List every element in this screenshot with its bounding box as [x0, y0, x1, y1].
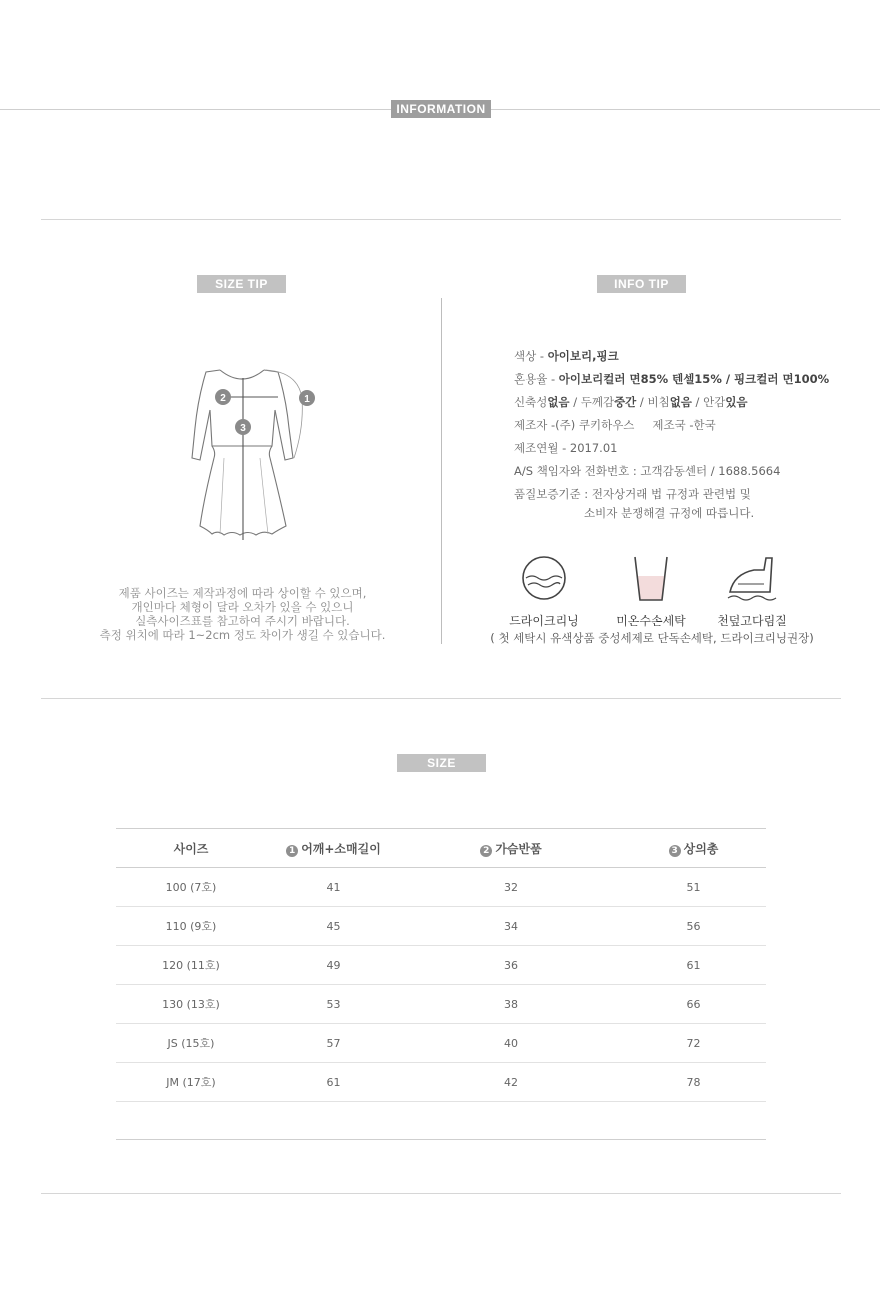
quality-row: 품질보증기준 : 전자상거래 법 규정과 관련법 및	[514, 487, 751, 501]
size-table-header	[116, 829, 766, 868]
col-size: 사이즈	[116, 829, 266, 868]
info-tip-badge: INFO TIP	[597, 275, 686, 293]
table-row: 100 (7호) 41 32 51	[116, 868, 766, 907]
as-row: A/S 책임자와 전화번호 : 고객감동센터 / 1688.5664	[514, 464, 781, 478]
date-row: 제조연월 - 2017.01	[514, 441, 618, 455]
care-iron	[709, 554, 795, 629]
table-row: 120 (11호) 49 36 61	[116, 946, 766, 985]
sleeve-measure-line	[266, 370, 302, 458]
size-tip-badge: SIZE TIP	[197, 275, 286, 293]
care-dry-clean	[502, 554, 586, 629]
col-shoulder-sleeve: 1 어깨+소매길이	[266, 829, 401, 868]
information-badge: INFORMATION	[391, 100, 491, 118]
table-row: JS (15호) 57 40 72	[116, 1024, 766, 1063]
care-label: 미온수손세탁	[616, 614, 686, 628]
svg-text:3: 3	[240, 423, 246, 434]
care-label: 드라이크리닝	[509, 614, 579, 628]
table-row: 110 (9호) 45 34 56	[116, 907, 766, 946]
size-note-line: 실측사이즈표를 참고하여 주시기 바랍니다.	[135, 614, 350, 628]
care-note: ( 첫 세탁시 유색상품 중성세제로 단독손세탁, 드라이크리닝권장)	[490, 631, 814, 645]
dress-diagram	[180, 358, 320, 554]
svg-text:1: 1	[304, 394, 310, 405]
size-note-line: 개인마다 체형이 달라 오차가 있을 수 있으니	[131, 600, 354, 614]
mix-value: 아이보리컬러 면85% 텐셀15% / 핑크컬러 면100%	[558, 372, 830, 386]
section-divider-mid	[41, 698, 841, 699]
iron-icon	[724, 554, 780, 604]
section-divider-top	[41, 219, 841, 220]
size-note-line: 측정 위치에 따라 1~2cm 정도 차이가 생길 수 있습니다.	[99, 628, 386, 642]
marker-2	[215, 389, 231, 405]
mix-row: 혼용율 - 아이보리컬러 면85% 텐셀15% / 핑크컬러 면100%	[514, 372, 830, 386]
properties-row: 신축성없음 / 두께감중간 / 비침없음 / 안감있음	[514, 395, 748, 409]
column-divider	[441, 298, 442, 644]
table-row: 130 (13호) 53 38 66	[116, 985, 766, 1024]
color-row: 색상 - 아이보리,핑크	[514, 349, 619, 363]
care-label: 천덮고다림질	[717, 614, 787, 628]
dry-clean-icon	[519, 554, 569, 604]
dress-collar	[220, 370, 264, 379]
size-table	[116, 828, 766, 1140]
marker-1	[299, 390, 315, 406]
color-value: 아이보리,핑크	[547, 349, 619, 363]
info-tip-list	[514, 346, 829, 526]
dress-waist	[212, 446, 272, 458]
quality-row-2: 소비자 분쟁해결 규정에 따릅니다.	[584, 506, 755, 520]
table-row: JM (17호) 61 42 78	[116, 1063, 766, 1102]
size-note-line: 제품 사이즈는 제작과정에 따라 상이할 수 있으며,	[118, 586, 367, 600]
svg-text:2: 2	[220, 393, 226, 404]
hand-wash-icon	[626, 554, 676, 604]
maker-row: 제조자 -(주) 쿠키하우스 제조국 -한국	[514, 418, 716, 432]
col-chest: 2 가슴반품	[401, 829, 621, 868]
section-divider-bottom	[41, 1193, 841, 1194]
marker-3	[235, 419, 251, 435]
care-hand-wash	[609, 554, 693, 629]
table-row-empty	[116, 1102, 766, 1140]
col-length: 3 상의총	[621, 829, 766, 868]
size-badge: SIZE	[397, 754, 486, 772]
size-tip-notes	[60, 586, 425, 642]
